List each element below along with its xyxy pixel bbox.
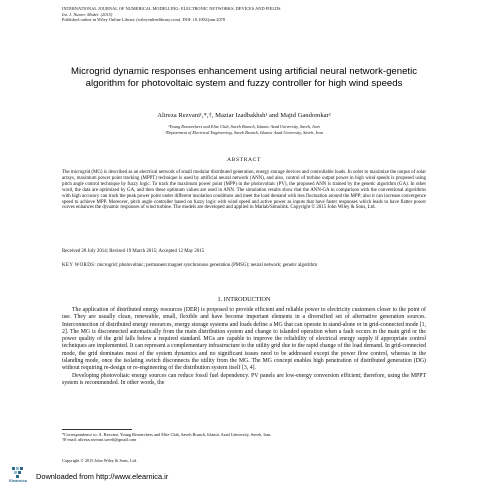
footnote-email: †E-mail: alireza.rezvani.saveh@gmail.com bbox=[62, 437, 137, 443]
paragraph: Developing photovoltaic energy sources can reduce fossil fuel dependency. PV panels are low-energy conversion efficient; therefore, using the MPPT system is recommended. In other words, the bbox=[62, 372, 426, 386]
logo-text: Elearnica bbox=[9, 478, 27, 483]
journal-header bbox=[62, 6, 442, 23]
journal-doi: Published online in Wiley Online Library (wileyonlinelibrary.com). DOI: 10.1002/jnm.2078 bbox=[62, 17, 226, 23]
paragraph: The application of distributed energy resources (DER) is proposed to provide efficient and reliable power to electricity customers closer to the point of use. They are usually clean, renewable, small, flexible and have become important elements in a diversified set of alternative generation sources. Interconnection of distributed energy resources, energy storage systems and loads define a MG that can operate in stand-alone or in grid-connected mode [1, 2]. The MG is disconnected automatically from the main distribution system and change to islanded operation when a fault occurs in the main grid or the power quality of the grid falls below a required standard. MGs are capable to improve the reliability of electrical energy supply if appropriate control techniques are implemented. It can represent a complementary infrastructure to the utility grid due to the rapid change of the load demand. In grid-connected mode, the grid dominates most of the system dynamics and no significant issues need to be addressed except the power flow control, whereas in the islanding mode, once the isolating switch disconnects the utility from the MG. The MG concept enables high penetration of distributed generation (DG) without requiring re-design or re-engineering of the distribution system itself [3, 4]. bbox=[62, 307, 426, 372]
keywords-text: microgrid; photovoltaic; permanent magnet synchronous generation (PMSG); neural network; genetic algorithm bbox=[97, 263, 318, 268]
journal-name: INTERNATIONAL JOURNAL OF NUMERICAL MODELLING: ELECTRONIC NETWORKS, DEVICES AND FIELDS bbox=[62, 6, 281, 11]
received-dates: Received 28 July 2014; Revised 19 March 2015; Accepted 12 May 2015 bbox=[62, 249, 205, 254]
download-source-link[interactable]: Downloaded from http://www.elearnica.ir bbox=[36, 472, 169, 481]
footnote-divider bbox=[62, 429, 132, 430]
abstract-text: The microgrid (MG) is described as an electrical network of small modular distributed generation, energy storage devices and controllable loads. In order to maximize the output of solar arrays, maximum power point tracking (MPPT) technique is used by artificial neural network (ANN), and also, control of turbine output power in high wind speeds is proposed using pitch angle control technique by fuzzy logic. To track the maximum power point (MPP) in the photovoltaic (PV), the proposed ANN is trained by the genetic algorithm (GA). In other word, the data are optimized by GA, and then these optimum values are used in ANN. The simulation results show that the ANN-GA in comparison with the conventional algorithms with high accuracy can track the peak power point under different insolation conditions and meet the load demand with less fluctuation around the MPP; also it can increase convergence speed to achieve MPP. Moreover, pitch angle controller based on fuzzy logic with wind speed and active power as inputs that have faster responses which leads to have flatter power curves enhances the dynamic responses of wind turbine. The models are developed and applied in Matlab/Simulink. Copyright © 2015 John Wiley & Sons, Ltd. bbox=[62, 170, 426, 211]
footnotes bbox=[62, 432, 426, 443]
affiliation-1: ¹Young Researchers and Elite Club, Saveh Branch, Islamic Azad University, Saveh, Iran bbox=[168, 124, 320, 129]
introduction-body bbox=[62, 307, 426, 387]
copyright-notice: Copyright © 2015 John Wiley & Sons, Ltd. bbox=[62, 458, 137, 463]
footnote-correspondence: *Correspondence to: A. Rezvani, Young Researchers and Elite Club, Saveh Branch, Islamic Azad University, Saveh, Iran. bbox=[62, 432, 272, 437]
abstract-heading: ABSTRACT bbox=[226, 157, 262, 163]
author-list: Alireza Rezvani¹,*,†, Maziar Izadbakhsh¹ and Majid Gandomkar² bbox=[157, 112, 331, 119]
affiliation-2: ²Department of Electrical Engineering, Saveh Branch, Islamic Azad University, Saveh, Iran bbox=[165, 129, 323, 135]
article-title: Microgrid dynamic responses enhancement using artificial neural network-genetic algorithm for photovoltaic system and fuzzy controller for high wind speeds bbox=[70, 66, 418, 89]
keywords bbox=[62, 263, 426, 269]
journal-citation: Int. J. Numer. Model. (2015) bbox=[62, 11, 113, 17]
section-heading-introduction: 1. INTRODUCTION bbox=[217, 296, 271, 303]
keywords-label: KEY WORDS: bbox=[62, 263, 97, 268]
affiliations bbox=[62, 124, 426, 135]
